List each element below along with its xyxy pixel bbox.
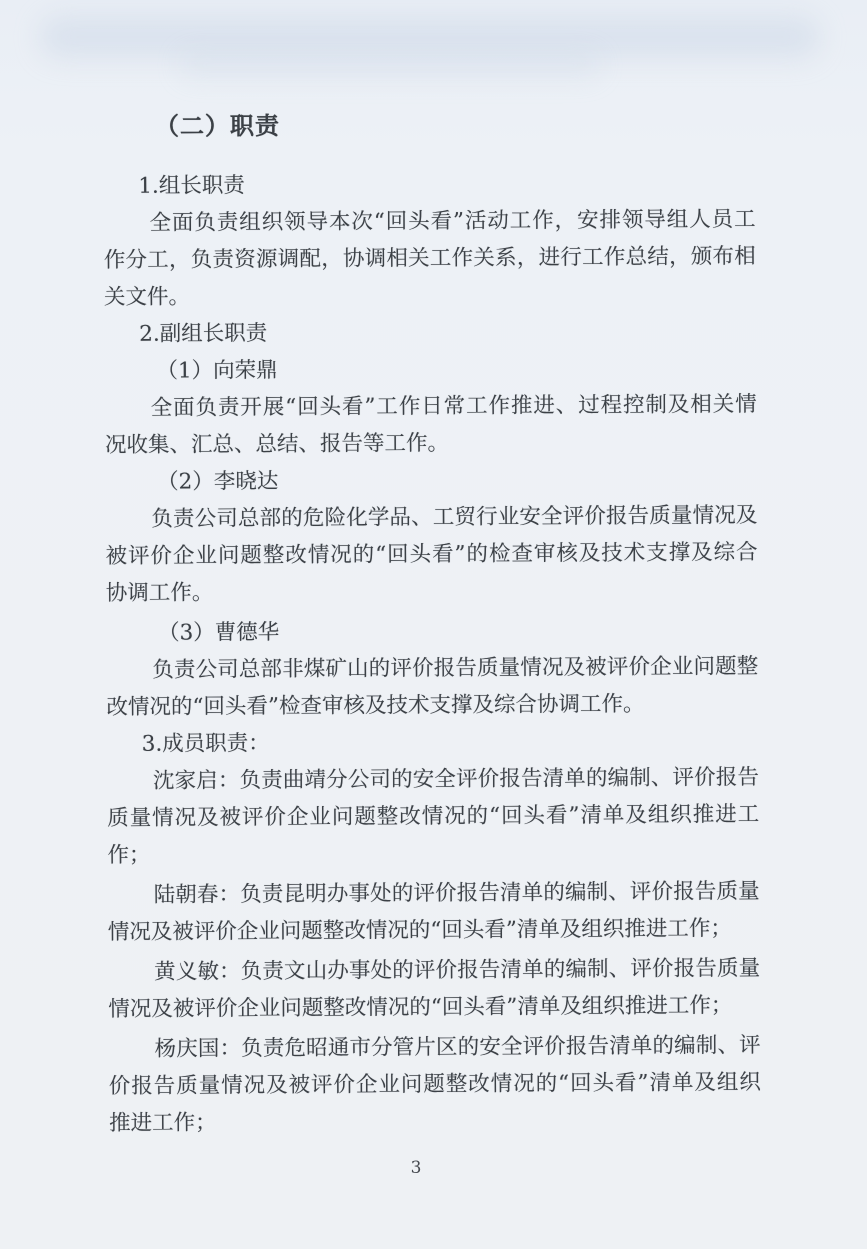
paragraph-line: 作分工，负责资源调配，协调相关工作关系，进行工作总结，颁布相 [103, 244, 756, 273]
paragraph-line: 协调工作。 [105, 580, 214, 606]
paragraph-line: 杨庆国：负责危昭通市分管片区的安全评价报告清单的编制、评 [154, 1033, 761, 1062]
paragraph-line: 黄义敏：负责文山办事处的评价报告清单的编制、评价报告质量 [154, 956, 761, 985]
paragraph [108, 950, 760, 1028]
numbered-subheading: 2.副组长职责 [139, 321, 268, 347]
paragraph [103, 201, 756, 316]
paragraph-line: 情况及被评价企业问题整改情况的“回头看”清单及组织推进工作； [108, 993, 733, 1022]
paragraph-line: 情况及被评价企业问题整改情况的“回头看”清单及组织推进工作； [107, 916, 732, 945]
paragraph-line: 改情况的“回头看”检查审核及技术支撑及综合协调工作。 [106, 691, 645, 720]
paragraph-line: 作； [107, 842, 151, 868]
paragraph-line: 况收集、汇总、总结、报告等工作。 [104, 430, 449, 458]
item-subheading: （3）曹德华 [157, 619, 280, 646]
paragraph [105, 386, 757, 464]
paragraph-line: 负责公司总部非煤矿山的评价报告质量情况及被评价企业问题整 [152, 654, 759, 683]
paragraph-line: 陆朝春：负责昆明办事处的评价报告清单的编制、评价报告质量 [153, 879, 760, 908]
paragraph-line: 质量情况及被评价企业问题整改情况的“回头看”清单及组织推进工 [107, 802, 760, 831]
numbered-subheading: 3.成员职责： [141, 730, 270, 757]
paragraph-line: 全面负责组织领导本次“回头看”活动工作，安排领导组人员工 [149, 207, 756, 236]
paragraph-line: 全面负责开展“回头看”工作日常工作推进、过程控制及相关情 [150, 392, 757, 421]
item-subheading: （1）向荣鼎 [156, 357, 278, 384]
numbered-subheading: 1.组长职责 [138, 173, 245, 199]
paragraph [108, 1027, 761, 1142]
document-content [103, 104, 761, 1142]
document-body [103, 164, 761, 1142]
paragraph-line: 推进工作； [108, 1110, 217, 1136]
paragraph-line: 价报告质量情况及被评价企业问题整改情况的“回头看”清单及组织 [108, 1070, 761, 1099]
paragraph [106, 648, 758, 726]
page-number: 3 [410, 1158, 422, 1178]
paragraph-line: 关文件。 [103, 284, 191, 310]
paragraph [105, 497, 758, 612]
paragraph-line: 沈家启：负责曲靖分公司的安全评价报告清单的编制、评价报告 [152, 765, 760, 794]
paragraph [107, 759, 760, 874]
section-heading: （二）职责 [154, 110, 281, 141]
paragraph-line: 负责公司总部的危险化学品、工贸行业安全评价报告质量情况及 [151, 503, 758, 532]
scan-bleedthrough-smudge [180, 52, 600, 78]
paragraph-line: 被评价企业问题整改情况的“回头看”的检查审核及技术支撑及综合 [105, 540, 758, 569]
item-subheading: （2）李晓达 [157, 468, 279, 495]
paragraph [108, 873, 760, 951]
